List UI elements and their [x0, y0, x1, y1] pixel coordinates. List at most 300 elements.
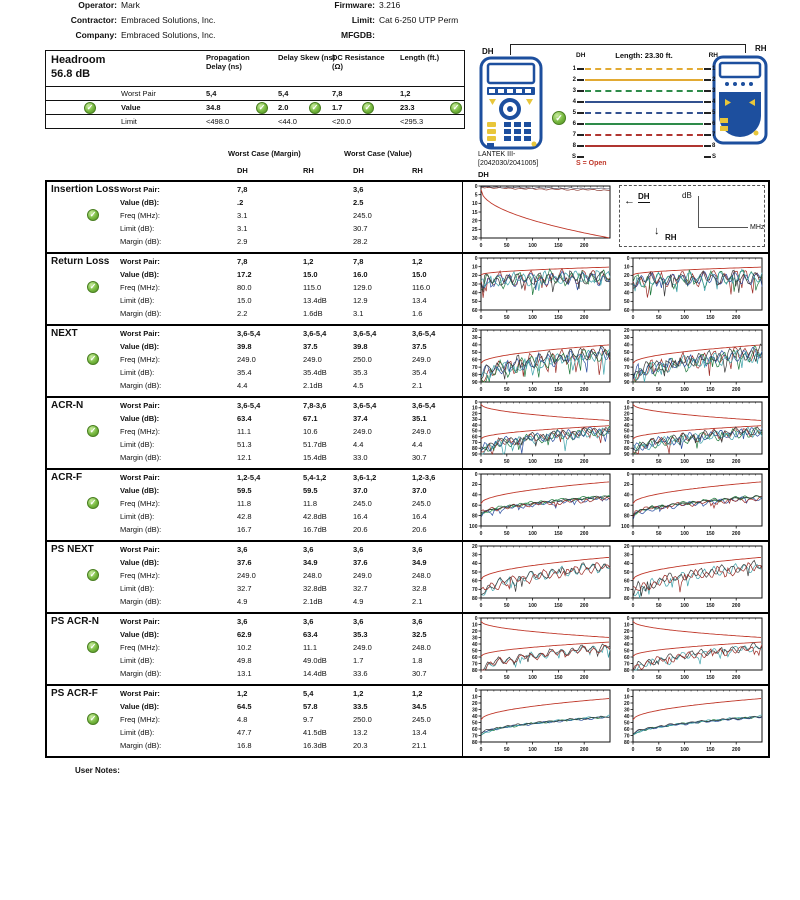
svg-text:0: 0	[631, 387, 635, 393]
metric-value: 249.0	[237, 355, 256, 364]
svg-text:100: 100	[528, 675, 537, 681]
svg-text:70: 70	[623, 440, 630, 447]
svg-text:50: 50	[623, 648, 630, 655]
metric-row-label: Worst Pair:	[120, 185, 160, 194]
measured-value: 1.7	[332, 103, 343, 112]
metric-value: 16.7dB	[303, 525, 327, 534]
svg-text:30: 30	[623, 281, 630, 288]
metric-value: 16.4	[412, 512, 427, 521]
metric-row-label: Worst Pair:	[120, 329, 160, 338]
wiremap-pin-label: 2	[572, 76, 576, 83]
metric-value: 10.6	[303, 427, 318, 436]
pass-check-icon: ✓	[87, 497, 99, 509]
svg-text:50: 50	[656, 315, 662, 321]
contractor-label: Contractor:	[70, 15, 117, 25]
wiremap-pin-label: 3	[572, 87, 576, 94]
rh-device-label: RH	[755, 44, 767, 53]
svg-text:30: 30	[623, 417, 630, 424]
metric-value: 4.5	[353, 381, 364, 390]
svg-text:50: 50	[504, 387, 510, 393]
metric-value: 13.1	[237, 669, 252, 678]
metric-row	[47, 427, 462, 440]
metric-row-label: Margin (dB):	[120, 453, 162, 462]
worst-pair-value: 1,2	[400, 89, 411, 98]
svg-text:60: 60	[623, 578, 630, 585]
wire-endpoint	[704, 79, 711, 81]
dh-device-image	[479, 56, 543, 155]
metric-value: 16.8	[237, 741, 252, 750]
svg-text:0: 0	[474, 399, 478, 406]
wiremap-rows	[568, 63, 720, 162]
metric-value: 15.4dB	[303, 453, 327, 462]
metric-value: 3,6-5,4	[303, 329, 327, 338]
metric-row-label: Worst Pair:	[120, 617, 160, 626]
svg-text:30: 30	[471, 235, 478, 242]
metric-value: 249.0	[303, 355, 322, 364]
wiremap-pin-label: 5	[712, 109, 716, 116]
metric-row-label: Freq (MHz):	[120, 715, 160, 724]
metric-value: 3,6	[237, 617, 248, 626]
measurement-chart-rh	[616, 543, 766, 613]
metric-value: 3,6-5,4	[237, 329, 261, 338]
svg-text:10: 10	[471, 201, 478, 208]
svg-text:200: 200	[580, 675, 589, 681]
wiremap-pass-check-icon: ✓	[552, 111, 566, 125]
svg-text:50: 50	[504, 675, 510, 681]
svg-text:150: 150	[706, 531, 715, 537]
metric-value: 2.5	[353, 198, 364, 207]
wire-line	[585, 79, 703, 81]
svg-text:200: 200	[580, 531, 589, 537]
wire-endpoint	[577, 123, 584, 125]
metric-value: 16.4	[353, 512, 368, 521]
section-title: NEXT	[51, 328, 78, 339]
metric-value: 3,6	[353, 185, 364, 194]
metric-value: 34.9	[303, 558, 318, 567]
metric-value: 5,4	[303, 689, 314, 698]
metric-row-label: Value (dB):	[120, 702, 160, 711]
svg-text:100: 100	[680, 675, 689, 681]
metric-value: 49.0dB	[303, 656, 327, 665]
metric-value: 63.4	[237, 414, 252, 423]
metric-row	[47, 237, 462, 250]
metric-row-label: Limit (dB):	[120, 296, 155, 305]
svg-text:200: 200	[732, 387, 741, 393]
pass-check-icon: ✓	[362, 102, 374, 114]
metric-row-label: Margin (dB):	[120, 525, 162, 534]
metric-value: 35.4dB	[303, 368, 327, 377]
metric-value: 3.1	[237, 211, 248, 220]
metric-row	[47, 198, 462, 211]
metric-row-label: Value (dB):	[120, 198, 160, 207]
metric-value: 9.7	[303, 715, 314, 724]
metric-value: 7,8	[353, 257, 364, 266]
worst-pair-value: 5,4	[206, 89, 217, 98]
metric-value: 35.4	[412, 368, 427, 377]
svg-text:10: 10	[471, 694, 478, 701]
metric-row	[47, 630, 462, 643]
svg-text:0: 0	[626, 687, 630, 694]
wire-endpoint	[577, 68, 584, 70]
svg-text:80: 80	[471, 513, 478, 520]
col-rh-value: RH	[412, 166, 423, 175]
svg-text:70: 70	[623, 661, 630, 668]
metric-value: 37.5	[303, 342, 318, 351]
limit-label: Limit:	[351, 15, 375, 25]
svg-text:200: 200	[580, 747, 589, 753]
limit-row-label: Limit	[121, 117, 137, 126]
svg-text:50: 50	[623, 720, 630, 727]
table-chart-divider	[462, 542, 463, 612]
metric-value: 2.1dB	[303, 381, 323, 390]
table-chart-divider	[462, 686, 463, 756]
svg-text:10: 10	[471, 264, 478, 271]
metric-row-label: Value (dB):	[120, 558, 160, 567]
metric-value: 37.0	[353, 486, 368, 495]
metric-value: 32.5	[412, 630, 427, 639]
svg-text:100: 100	[528, 315, 537, 321]
metric-value: 13.4	[412, 296, 427, 305]
axis-sketch	[698, 196, 748, 228]
svg-text:40: 40	[623, 713, 630, 720]
wiremap-pin-label: 8	[572, 142, 576, 149]
limit-value: <295.3	[400, 117, 424, 126]
svg-text:70: 70	[471, 587, 478, 594]
metric-value: 2.1	[412, 381, 423, 390]
svg-text:200: 200	[580, 603, 589, 609]
table-chart-divider	[462, 326, 463, 396]
svg-text:50: 50	[471, 428, 478, 435]
wiremap-header	[568, 52, 720, 63]
metric-value: 2.9	[237, 237, 248, 246]
svg-text:90: 90	[623, 379, 630, 386]
metric-row-label: Freq (MHz):	[120, 643, 160, 652]
svg-text:0: 0	[631, 675, 635, 681]
result-section-acr-f	[45, 468, 770, 542]
svg-text:70: 70	[623, 587, 630, 594]
company-label: Company:	[75, 30, 117, 40]
worst-pair-value: 5,4	[278, 89, 289, 98]
svg-text:0: 0	[479, 243, 483, 249]
metric-value: 245.0	[353, 499, 372, 508]
svg-text:20: 20	[471, 327, 478, 334]
metric-value: 39.8	[353, 342, 368, 351]
metric-row	[47, 296, 462, 309]
contractor-value: Embraced Solutions, Inc.	[121, 15, 216, 25]
metric-value: 1.7	[353, 656, 364, 665]
metric-row	[47, 368, 462, 381]
svg-text:20: 20	[471, 273, 478, 280]
svg-text:20: 20	[623, 543, 630, 550]
svg-text:80: 80	[471, 739, 478, 746]
svg-text:50: 50	[471, 299, 478, 306]
svg-text:200: 200	[732, 531, 741, 537]
svg-text:200: 200	[732, 675, 741, 681]
metric-value: 59.5	[303, 486, 318, 495]
metric-value: 41.5dB	[303, 728, 327, 737]
wiremap-pin-label: 6	[712, 120, 716, 127]
svg-text:40: 40	[623, 422, 630, 429]
svg-text:80: 80	[471, 372, 478, 379]
metric-value: 248.0	[412, 571, 431, 580]
svg-text:20: 20	[623, 482, 630, 489]
metric-value: 33.5	[353, 702, 368, 711]
measured-value: 34.8	[206, 103, 221, 112]
metric-value: 4.4	[412, 440, 423, 449]
metric-row-label: Worst Pair:	[120, 401, 160, 410]
metric-value: 30.7	[353, 224, 368, 233]
metric-row	[47, 486, 462, 499]
svg-text:200: 200	[732, 459, 741, 465]
metric-value: 37.6	[353, 558, 368, 567]
svg-text:60: 60	[623, 654, 630, 661]
svg-text:80: 80	[623, 595, 630, 602]
svg-text:50: 50	[656, 747, 662, 753]
svg-text:80: 80	[471, 667, 478, 674]
metric-row	[47, 440, 462, 453]
metric-value: 245.0	[412, 715, 431, 724]
svg-text:20: 20	[623, 700, 630, 707]
metric-value: 42.8dB	[303, 512, 327, 521]
wiremap-pin-label: 6	[572, 120, 576, 127]
svg-text:80: 80	[623, 739, 630, 746]
metric-value: 1,2	[303, 257, 314, 266]
metric-value: 80.0	[237, 283, 252, 292]
axis-orientation-legend	[619, 185, 765, 247]
svg-text:30: 30	[623, 335, 630, 342]
metric-value: 4.9	[237, 597, 248, 606]
table-chart-divider	[462, 470, 463, 540]
metric-value: 32.7	[237, 584, 252, 593]
svg-text:50: 50	[504, 243, 510, 249]
wire-endpoint	[704, 112, 711, 114]
metric-value: 62.9	[237, 630, 252, 639]
metric-value: 3.1	[237, 224, 248, 233]
metric-value: 35.3	[353, 368, 368, 377]
metric-value: 30.7	[412, 453, 427, 462]
wiremap-pin-label: 2	[712, 76, 716, 83]
headroom-limit-row	[46, 114, 464, 128]
metric-row-label: Limit (dB):	[120, 440, 155, 449]
metric-value: 7,8	[237, 185, 248, 194]
wire-endpoint	[704, 156, 711, 158]
metric-value: 59.5	[237, 486, 252, 495]
metric-row-label: Freq (MHz):	[120, 427, 160, 436]
svg-text:100: 100	[680, 387, 689, 393]
svg-text:60: 60	[623, 503, 630, 509]
pass-check-icon: ✓	[450, 102, 462, 114]
metric-value: 245.0	[412, 499, 431, 508]
operator-value: Mark	[121, 0, 140, 10]
measurement-chart-rh	[616, 687, 766, 757]
metric-row	[47, 381, 462, 394]
metric-value: 49.8	[237, 656, 252, 665]
metric-row-label: Freq (MHz):	[120, 571, 160, 580]
worst-pair-value: 7,8	[332, 89, 343, 98]
metric-row	[47, 558, 462, 571]
svg-text:50: 50	[471, 720, 478, 727]
wiremap-pin-label: 1	[712, 65, 716, 72]
metric-row-label: Worst Pair:	[120, 257, 160, 266]
svg-text:200: 200	[580, 459, 589, 465]
metric-value: 63.4	[303, 630, 318, 639]
metric-row	[47, 617, 462, 630]
chart-column-dh-label: DH	[478, 170, 489, 179]
col-dh-margin: DH	[237, 166, 248, 175]
metric-row	[47, 728, 462, 741]
metric-row-label: Margin (dB):	[120, 381, 162, 390]
svg-text:80: 80	[623, 667, 630, 674]
user-notes-label: User Notes:	[75, 766, 120, 775]
measured-value: 23.3	[400, 103, 415, 112]
headroom-value: 56.8 dB	[51, 67, 91, 80]
metric-value: 34.9	[412, 558, 427, 567]
result-section-next	[45, 324, 770, 398]
result-section-acr-n	[45, 396, 770, 470]
svg-text:70: 70	[623, 364, 630, 371]
svg-text:40: 40	[623, 561, 630, 568]
svg-text:150: 150	[554, 243, 563, 249]
svg-text:30: 30	[471, 417, 478, 424]
svg-text:20: 20	[471, 218, 478, 225]
svg-text:150: 150	[554, 531, 563, 537]
dh-axis-label: DH	[638, 192, 650, 201]
svg-text:10: 10	[471, 405, 478, 412]
metric-value: 34.5	[412, 702, 427, 711]
wiremap-pin-label: 5	[572, 109, 576, 116]
svg-text:0: 0	[474, 615, 478, 622]
metric-value: 3,6	[412, 545, 423, 554]
measurement-chart-rh	[616, 471, 766, 541]
metric-value: 37.5	[412, 342, 427, 351]
metric-row	[47, 270, 462, 283]
svg-text:50: 50	[623, 350, 630, 357]
measurement-chart-rh	[616, 327, 766, 397]
metric-value: 1,2-5,4	[237, 473, 261, 482]
svg-text:10: 10	[623, 405, 630, 412]
svg-text:60: 60	[471, 434, 478, 441]
metric-row-label: Worst Pair:	[120, 473, 160, 482]
metric-value: 37.6	[237, 558, 252, 567]
metric-row-label: Worst Pair:	[120, 545, 160, 554]
wire-endpoint	[704, 90, 711, 92]
svg-text:80: 80	[623, 513, 630, 520]
svg-text:20: 20	[623, 327, 630, 334]
svg-text:20: 20	[471, 700, 478, 707]
headroom-label: Headroom	[51, 54, 106, 66]
svg-text:150: 150	[706, 675, 715, 681]
wiremap-wire-row	[568, 118, 720, 129]
metric-value: 15.0	[412, 270, 427, 279]
measurement-chart-dh	[464, 327, 614, 397]
metric-value: 33.6	[353, 669, 368, 678]
wire-endpoint	[704, 101, 711, 103]
svg-text:30: 30	[623, 707, 630, 714]
result-section-ps-acr-n	[45, 612, 770, 686]
metric-row-label: Freq (MHz):	[120, 499, 160, 508]
svg-text:70: 70	[471, 364, 478, 371]
metric-row	[47, 525, 462, 538]
svg-text:0: 0	[479, 387, 483, 393]
metric-value: 249.0	[412, 427, 431, 436]
metric-value: 249.0	[353, 427, 372, 436]
measurement-chart-dh	[464, 471, 614, 541]
metric-value: 11.1	[237, 427, 252, 436]
measurement-chart-dh	[464, 183, 614, 253]
tester-serial: [2042030/2041005]	[478, 160, 539, 168]
metric-value: 42.8	[237, 512, 252, 521]
metric-value: 249.0	[412, 355, 431, 364]
metric-value: 3,6-5,4	[237, 401, 261, 410]
metric-value: 115.0	[303, 283, 322, 292]
wiremap-wire-row	[568, 63, 720, 74]
svg-text:100: 100	[528, 603, 537, 609]
svg-text:60: 60	[623, 307, 630, 314]
wire-line	[585, 134, 703, 136]
wire-line	[585, 112, 703, 114]
wire-endpoint	[577, 156, 584, 158]
svg-text:40: 40	[471, 492, 478, 499]
svg-text:200: 200	[732, 315, 741, 321]
wire-endpoint	[577, 90, 584, 92]
wiremap-pin-label: 3	[712, 87, 716, 94]
svg-text:150: 150	[706, 315, 715, 321]
header-row-contractor	[0, 15, 480, 29]
section-title: Insertion Loss	[51, 184, 120, 195]
wiremap-wire-row	[568, 140, 720, 151]
pass-check-icon: ✓	[309, 102, 321, 114]
wiremap-pin-label: 4	[712, 98, 716, 105]
rh-down-arrow-icon: ↓	[654, 225, 660, 237]
metric-row-label: Value (dB):	[120, 486, 160, 495]
svg-text:100: 100	[469, 523, 478, 530]
metric-value: 250.0	[353, 355, 372, 364]
svg-text:25: 25	[471, 227, 478, 234]
metric-value: 14.4dB	[303, 669, 327, 678]
metric-value: 1,2	[237, 689, 248, 698]
svg-text:50: 50	[656, 603, 662, 609]
metric-value: 16.7	[237, 525, 252, 534]
metric-row	[47, 355, 462, 368]
measurement-chart-dh	[464, 399, 614, 469]
svg-text:0: 0	[479, 531, 483, 537]
svg-text:60: 60	[623, 357, 630, 364]
svg-text:0: 0	[479, 747, 483, 753]
svg-text:90: 90	[471, 379, 478, 386]
link-cable-line	[510, 44, 511, 55]
metric-row-label: Value (dB):	[120, 342, 160, 351]
svg-text:40: 40	[471, 641, 478, 648]
svg-text:0: 0	[474, 471, 478, 478]
mfgdb-label: MFGDB:	[341, 30, 375, 40]
metric-value: 116.0	[412, 283, 431, 292]
metric-row	[47, 283, 462, 296]
svg-text:150: 150	[706, 459, 715, 465]
metric-value: 248.0	[412, 643, 431, 652]
wire-endpoint	[577, 112, 584, 114]
metric-value: 15.0	[303, 270, 318, 279]
svg-text:80: 80	[623, 372, 630, 379]
svg-text:50: 50	[504, 315, 510, 321]
firmware-label: Firmware:	[334, 0, 375, 10]
svg-text:50: 50	[504, 531, 510, 537]
metric-value: 1,2-3,6	[412, 473, 436, 482]
svg-text:10: 10	[623, 694, 630, 701]
metric-row-label: Limit (dB):	[120, 728, 155, 737]
metric-row	[47, 185, 462, 198]
svg-text:50: 50	[656, 531, 662, 537]
svg-text:30: 30	[471, 335, 478, 342]
